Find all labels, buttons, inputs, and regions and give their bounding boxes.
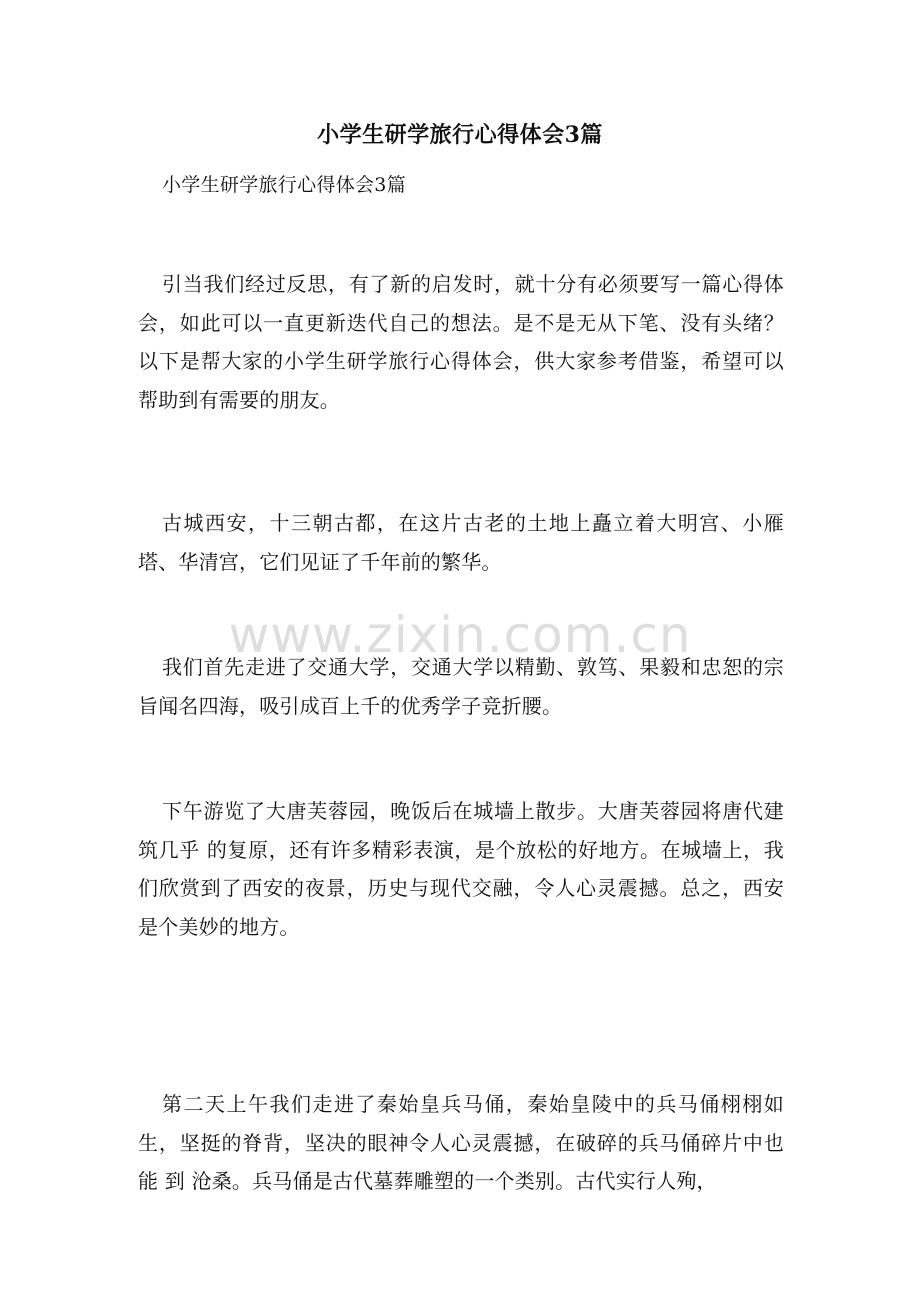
document-title: 小学生研学旅行心得体会3篇 — [317, 122, 603, 148]
paragraph-terracotta-army: 第二天上午我们走进了秦始皇兵马俑，秦始皇陵中的兵马俑栩栩如生，坚挺的脊背，坚决的眼神令人心灵震撼，在破碎的兵马俑碎片中也能 到 沧桑。兵马俑是古代墓葬雕塑的一个类别。古代实行人殉， — [138, 1092, 784, 1193]
paragraph-jiaotong-university: 我们首先走进了交通大学，交通大学以精勤、敦笃、果毅和忠恕的宗旨闻名四海，吸引成百上千的优秀学子竞折腰。 — [138, 655, 784, 718]
paragraph-tang-paradise: 下午游览了大唐芙蓉园，晚饭后在城墙上散步。大唐芙蓉园将唐代建筑几乎 的复原，还有许多精彩表演，是个放松的好地方。在城墙上，我们欣赏到了西安的夜景，历史与现代交融，令人心灵震撼。总之，西安是个美妙的地方。 — [138, 799, 784, 939]
watermark: www.zixin.com.cn — [228, 606, 692, 664]
paragraph-intro: 引当我们经过反思，有了新的启发时，就十分有必须要写一篇心得体会，如此可以一直更新迭代自己的想法。是不是无从下笔、没有头绪？以下是帮大家的小学生研学旅行心得体会，供大家参考借鉴，希望可以帮助到有需要的朋友。 — [138, 272, 784, 412]
document-subtitle: 小学生研学旅行心得体会3篇 — [162, 174, 406, 196]
paragraph-xian: 古城西安，十三朝古都，在这片古老的土地上矗立着大明宫、小雁塔、华清宫，它们见证了千年前的繁华。 — [138, 511, 784, 574]
